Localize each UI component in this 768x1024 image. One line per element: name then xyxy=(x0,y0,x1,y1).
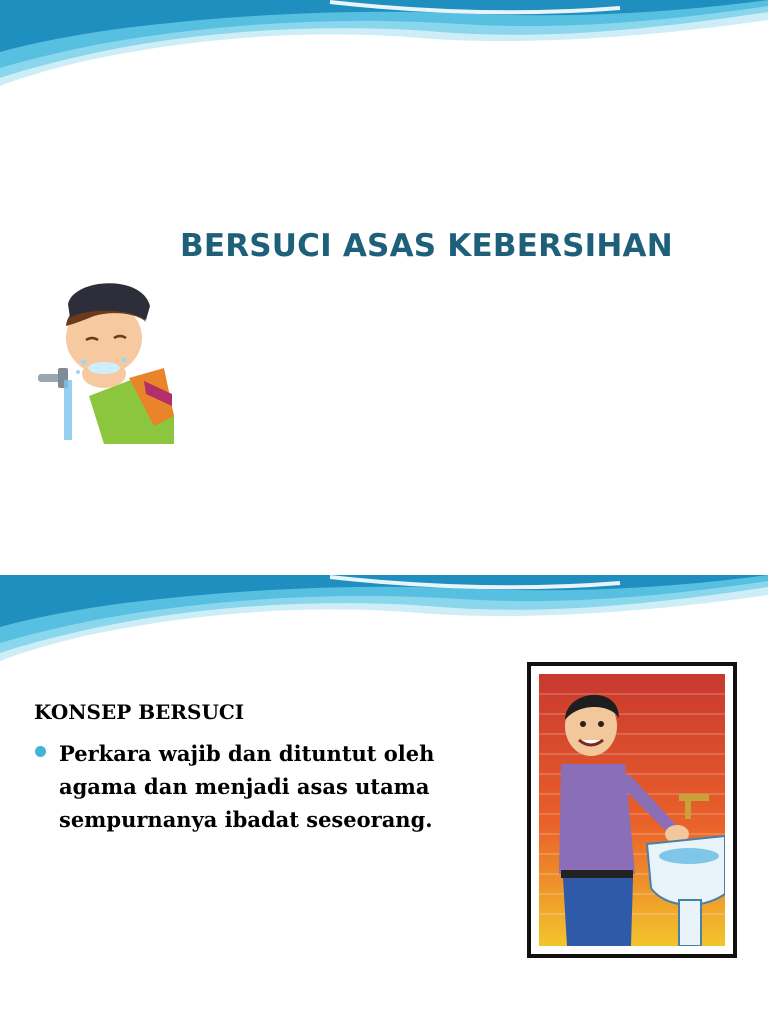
bullet-text: Perkara wajib dan dituntut oleh agama dan menjadi asas utama sempurnanya ibadat seseorang. xyxy=(59,741,435,832)
boy-washing-face-illustration xyxy=(34,276,184,446)
section-heading: KONSEP BERSUCI xyxy=(34,700,245,724)
bullet-item xyxy=(34,737,504,836)
bullet-dot-icon xyxy=(35,746,46,757)
wave-banner xyxy=(0,575,768,675)
wave-banner xyxy=(0,0,768,100)
boy-washing-hands-illustration xyxy=(527,662,737,958)
slide-2 xyxy=(0,575,768,1024)
hand-washing-picture xyxy=(539,674,725,946)
slide-title: BERSUCI ASAS KEBERSIHAN xyxy=(180,228,673,264)
